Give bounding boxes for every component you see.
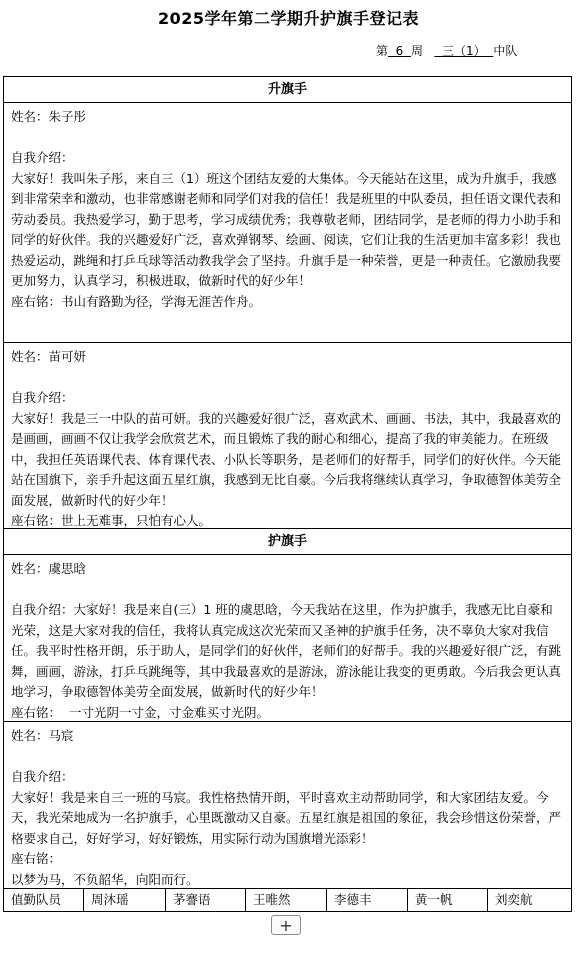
intro-text: 大家好！我是来自三一班的马宸。我性格热情开朗，平时喜欢主动帮助同学，和大家团结友爱。今天，我光荣地成为一名护旗手，心里既激动又自豪。五星红旗是祖国的象征，我会珍惜这份荣誉，严格要求自己，好好学习，好好锻炼，用实际行动为国旗增光添彩！ xyxy=(11,789,562,846)
intro-label: 自我介绍： xyxy=(11,390,74,405)
intro-label: 自我介绍： xyxy=(11,150,74,165)
person-entry xyxy=(4,343,571,529)
duty-member: 刘奕航 xyxy=(495,892,533,907)
class-suffix: 中队 xyxy=(493,44,518,58)
duty-label: 值勤队员 xyxy=(4,889,84,911)
intro-label: 自我介绍： xyxy=(11,769,74,784)
duty-member: 茅謇语 xyxy=(166,889,246,911)
section-header-raise: 升旗手 xyxy=(4,77,571,103)
intro-text: 自我介绍：大家好！我是来自(三）1 班的虞思晗，今天我站在这里，作为护旗手，我感无比自豪和光荣，这是大家对我的信任，我将认真完成这次光荣而又圣神的护旗手任务，决不辜负大家对我信任。我平时性格开朗，乐于助人，是同学们的好伙伴，老师们的好帮手。我的兴趣爱好很广泛，有跳舞，画画，游泳，打乒乓跳绳等，其中我最喜欢的是游泳，游泳能让我变的更勇敢。今后我会更认真地学习，争取德智体美劳全面发展，做新时代的好少年！ xyxy=(11,602,562,699)
week-number: 6 xyxy=(395,44,404,58)
person-name: 姓名：朱子彤 xyxy=(11,109,87,124)
person-name: 姓名：虞思晗 xyxy=(11,561,87,576)
motto: 座右铭：书山有路勤为径，学海无涯苦作舟。 xyxy=(11,293,262,309)
motto: 座右铭： 一寸光阴一寸金，寸金难买寸光阴。 xyxy=(11,704,269,720)
motto-text: 以梦为马，不负韶华，向阳而行。 xyxy=(11,871,199,887)
page-title: 2025学年第二学期升护旗手登记表 xyxy=(157,9,420,28)
section-header-guard: 护旗手 xyxy=(4,529,571,555)
motto: 座右铭： xyxy=(11,851,62,866)
week-class-line xyxy=(376,42,517,59)
class-number: 三（1） xyxy=(442,44,486,58)
duty-member: 黄一帆 xyxy=(408,889,488,911)
person-name: 姓名：苗可妍 xyxy=(11,349,87,364)
person-entry xyxy=(4,103,571,343)
motto: 座右铭：世上无难事，只怕有心人。 xyxy=(11,513,212,528)
intro-text: 大家好！我叫朱子彤，来自三（1）班这个团结友爱的大集体。今天能站在这里，成为升旗手，我感到非常荣幸和激动，也非常感谢老师和同学们对我的信任！我是班里的中队委员，担任语文课代表和劳动委员。我热爱学习，勤于思考，学习成绩优秀；我尊敬老师，团结同学，是老师的得力小助手和同学的好伙伴。我的兴趣爱好广泛，喜欢弹钢琴、绘画、阅读，它们让我的生活更加丰富多彩！我也热爱运动，跳绳和打乒乓球等活动教我学会了坚持。升旗手是一种荣誉，更是一种责任。它激励我要更加努力，认真学习，积极进取，做新时代的好少年！ xyxy=(11,170,562,288)
week-mid: 周 xyxy=(410,44,435,58)
duty-roster-row xyxy=(4,889,571,911)
duty-member: 李德丰 xyxy=(327,889,408,911)
week-prefix: 第 xyxy=(376,44,389,58)
duty-member: 周沐瑶 xyxy=(84,889,166,911)
person-name: 姓名：马宸 xyxy=(11,728,74,743)
registration-table xyxy=(3,76,572,912)
intro-text: 大家好！我是三一中队的苗可妍。我的兴趣爱好很广泛，喜欢武术、画画、书法，其中，我最喜欢的是画画，画画不仅让我学会欣赏艺术，而且锻炼了我的耐心和细心，提高了我的审美能力。在班级中，我担任英语课代表、体育课代表、小队长等职务，是老师们的好帮手，同学们的好伙伴。今天能站在国旗下，亲手升起这面五星红旗，我感到无比自豪。今后我将继续认真学习，争取德智体美劳全面发展，做新时代的好少年！ xyxy=(11,410,562,508)
add-row-button[interactable]: + xyxy=(271,915,301,935)
person-entry xyxy=(4,722,571,889)
duty-member: 王唯然 xyxy=(246,889,327,911)
person-entry xyxy=(4,555,571,722)
